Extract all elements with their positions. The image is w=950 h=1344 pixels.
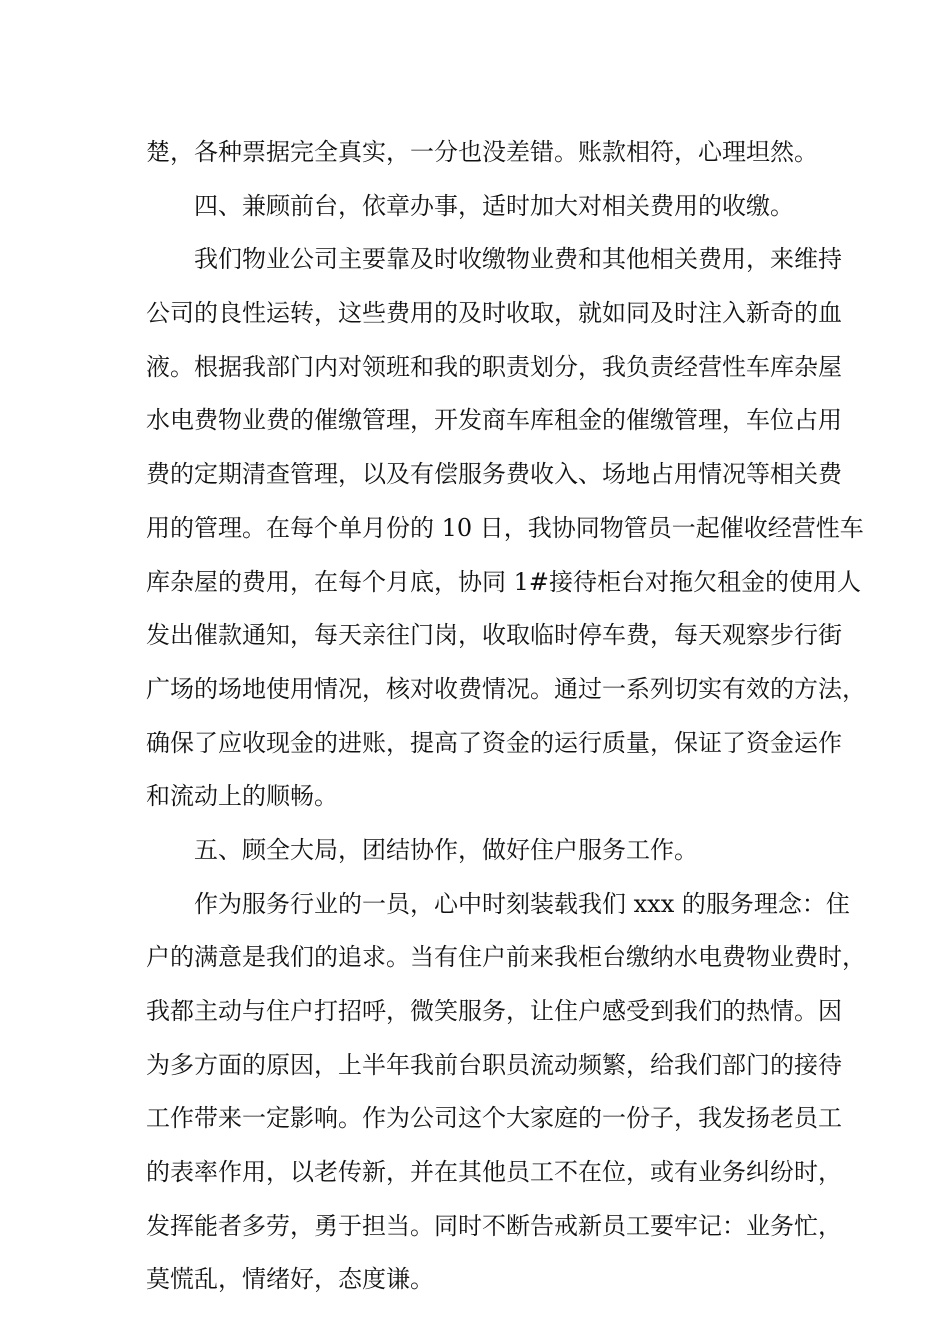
text-line-16: 户的满意是我们的追求。当有住户前来我柜台缴纳水电费物业费时， [146,943,866,972]
text-line-18: 为多方面的原因，上半年我前台职员流动频繁，给我们部门的接待 [146,1050,842,1079]
text-line-17: 我都主动与住户打招呼，微笑服务，让住户感受到我们的热情。因 [146,997,842,1025]
text-line-3: 我们物业公司主要靠及时收缴物业费和其他相关费用，来维持 [194,245,842,274]
text-line-10: 发出催款通知，每天亲往门岗，收取临时停车费，每天观察步行街 [146,621,842,650]
text-line-15: 作为服务行业的一员，心中时刻装载我们 xxx 的服务理念：住 [194,889,850,918]
text-line-8: 用的管理。在每个单月份的 10 日，我协同物管员一起催收经营性车 [146,513,864,542]
text-line-6: 水电费物业费的催缴管理，开发商车库租金的催缴管理，车位占用 [146,406,842,435]
text-line-21: 发挥能者多劳，勇于担当。同时不断告戒新员工要牢记：业务忙， [146,1211,842,1240]
document-body [146,126,866,1307]
text-line-9: 库杂屋的费用，在每个月底，协同 1#接待柜台对拖欠租金的使用人 [146,567,862,596]
text-line-22: 莫慌乱，情绪好，态度谦。 [146,1265,434,1294]
text-line-7: 费的定期清查管理，以及有偿服务费收入、场地占用情况等相关费 [146,460,842,489]
text-line-20: 的表率作用，以老传新，并在其他员工不在位，或有业务纠纷时， [146,1158,842,1187]
text-line-4: 公司的良性运转，这些费用的及时收取，就如同及时注入新奇的血 [146,299,842,328]
text-line-11: 广场的场地使用情况，核对收费情况。通过一系列切实有效的方法， [146,674,866,703]
text-line-12: 确保了应收现金的进账，提高了资金的运行质量，保证了资金运作 [146,728,842,757]
text-line-1: 楚，各种票据完全真实，一分也没差错。账款相符，心理坦然。 [146,138,818,166]
section-heading-5: 五、顾全大局，团结协作，做好住户服务工作。 [194,835,698,864]
text-line-19: 工作带来一定影响。作为公司这个大家庭的一份子，我发扬老员工 [146,1104,842,1133]
text-line-13: 和流动上的顺畅。 [146,782,338,811]
text-line-5: 液。根据我部门内对领班和我的职责划分，我负责经营性车库杂屋 [146,352,842,381]
section-heading-4: 四、兼顾前台，依章办事，适时加大对相关费用的收缴。 [194,191,794,220]
